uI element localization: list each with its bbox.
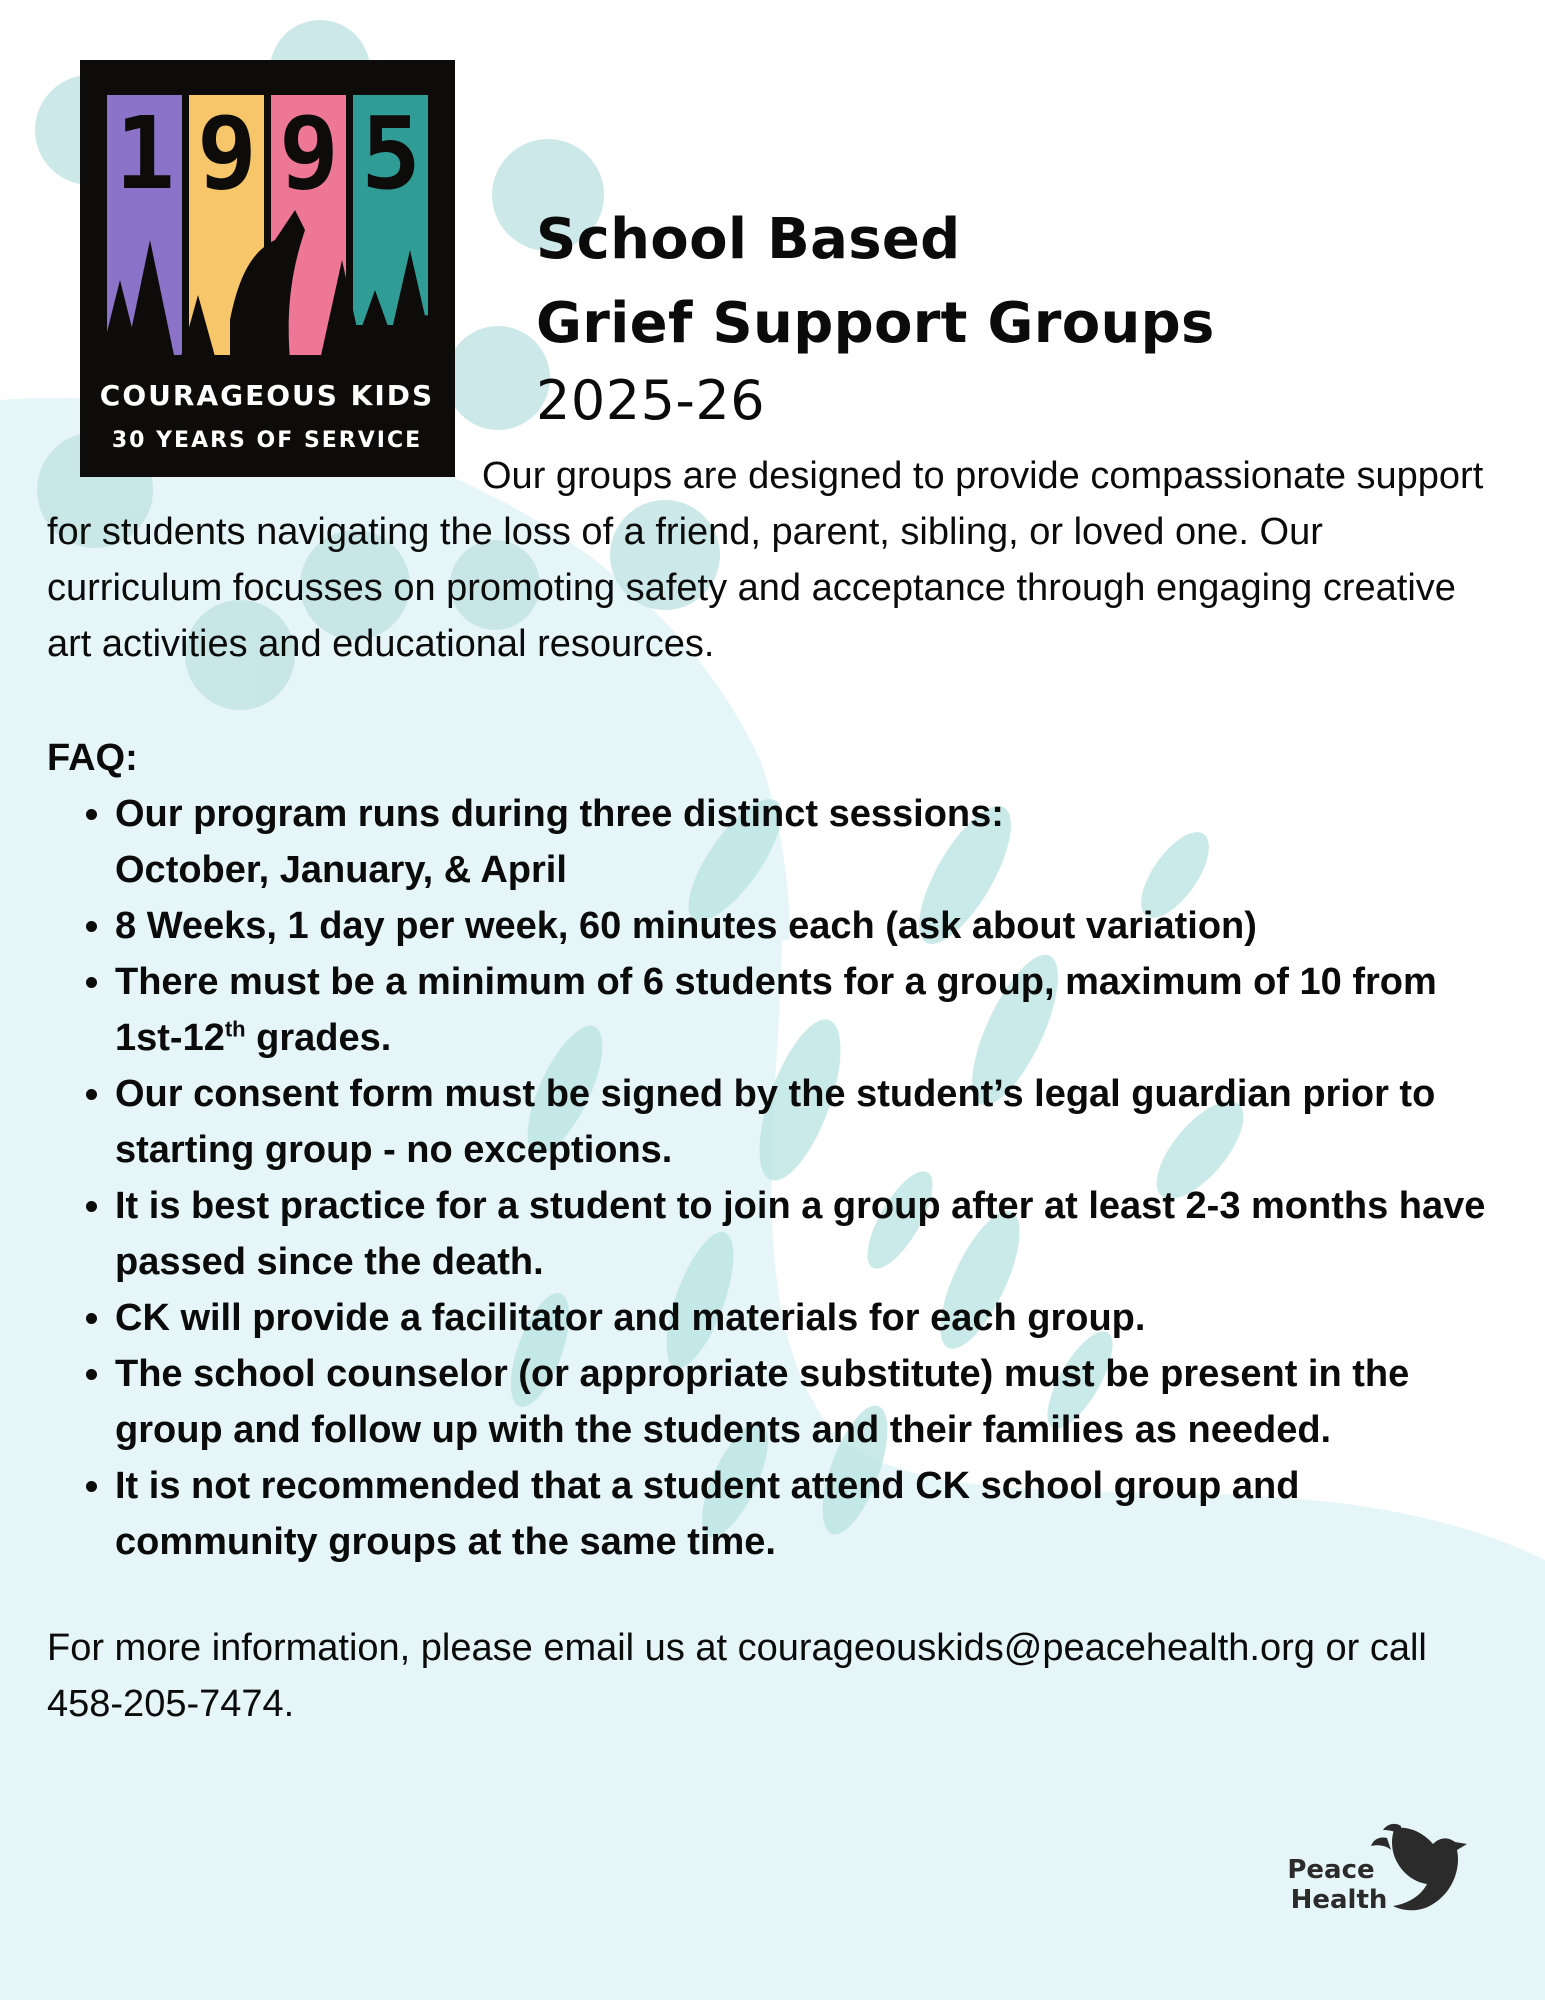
peacehealth-logo (1283, 1820, 1483, 1920)
faq-item-text: October, January, & April (115, 849, 567, 891)
faq-item (115, 898, 1502, 954)
faq-list (47, 786, 1502, 1570)
courageous-kids-logo-art (80, 60, 455, 477)
faq-item (115, 954, 1502, 1066)
faq-item-text: It is best practice for a student to join a group after at least 2-3 months have passed since the death. (115, 1185, 1486, 1283)
page-title (536, 198, 1215, 366)
main-content (47, 448, 1502, 1732)
faq-item (115, 1290, 1502, 1346)
intro-paragraph (47, 448, 1502, 672)
ordinal-suffix: th (224, 1016, 246, 1042)
faq-item (115, 786, 1502, 898)
logo-year-digit: 1 (114, 95, 176, 212)
faq-heading: FAQ: (47, 737, 138, 779)
logo-year-digit: 5 (360, 95, 422, 212)
contact-info: For more information, please email us at courageouskids@peacehealth.org or call 458-205-7474. (47, 1627, 1427, 1725)
faq-item-text: There must be a minimum of 6 students for a group, maximum of 10 from 1st-12 (115, 961, 1437, 1059)
courageous-kids-logo (80, 60, 455, 477)
logo-tagline: 30 YEARS OF SERVICE (111, 428, 423, 453)
faq-item-text: Our consent form must be signed by the student’s legal guardian prior to starting group - no exceptions. (115, 1073, 1436, 1171)
peacehealth-line-1: Peace (1287, 1855, 1375, 1885)
faq-item-text: grades. (245, 1017, 392, 1059)
faq-item-text: It is not recommended that a student attend CK school group and community groups at the same time. (115, 1465, 1300, 1563)
logo-year-digit: 9 (196, 95, 258, 212)
faq-item-text: Our program runs during three distinct sessions: (115, 793, 1004, 835)
faq-item-text: CK will provide a facilitator and materials for each group. (115, 1297, 1146, 1339)
faq-item-text: 8 Weeks, 1 day per week, 60 minutes each (ask about variation) (115, 905, 1257, 947)
logo-year-digit: 9 (278, 95, 340, 212)
peacehealth-line-2: Health (1290, 1885, 1388, 1915)
title-line-1: School Based (536, 207, 961, 272)
school-year: 2025-26 (536, 369, 766, 432)
title-line-2: Grief Support Groups (536, 291, 1215, 356)
logo-name: COURAGEOUS KIDS (99, 379, 435, 412)
faq-item (115, 1346, 1502, 1458)
intro-text: Our groups are designed to provide compassionate support for students navigating the loss of a friend, parent, sibling, or loved one. Our curriculum focusses on promoting safety and acceptance through engaging creative art activities and educational resources. (47, 455, 1484, 665)
faq-item (115, 1066, 1502, 1178)
faq-item (115, 1458, 1502, 1570)
faq-item-text: The school counselor (or appropriate substitute) must be present in the group and follow up with the students and their families as needed. (115, 1353, 1410, 1451)
faq-item (115, 1178, 1502, 1290)
